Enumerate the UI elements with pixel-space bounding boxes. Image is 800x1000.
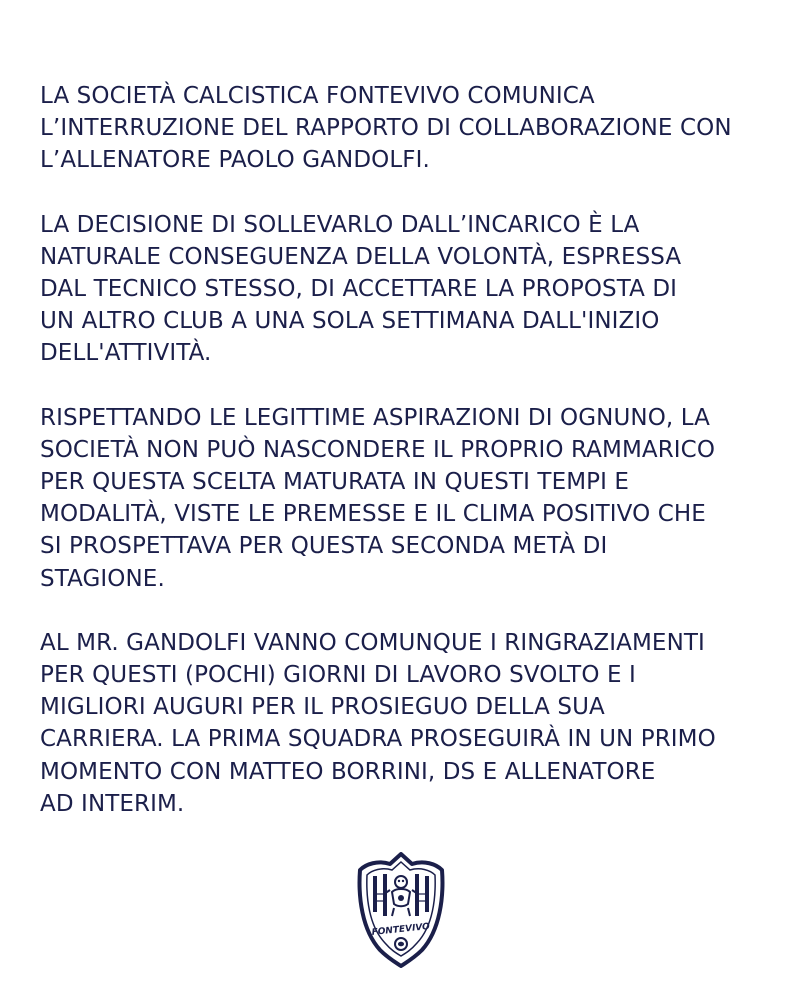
- text-line: LA SOCIETÀ CALCISTICA FONTEVIVO COMUNICA: [40, 83, 595, 109]
- announcement-text: [40, 80, 770, 852]
- text-line: UN ALTRO CLUB A UNA SOLA SETTIMANA DALL'INIZIO: [40, 308, 660, 335]
- svg-text:FONTEVIVO: FONTEVIVO: [371, 921, 431, 939]
- paragraph-3: [40, 402, 770, 595]
- text-line: NATURALE CONSEGUENZA DELLA VOLONTÀ, ESPRESSA: [40, 243, 682, 270]
- text-line: RISPETTANDO LE LEGITTIME ASPIRAZIONI DI OGNUNO, LA: [40, 404, 711, 431]
- text-line: AD INTERIM.: [40, 790, 185, 817]
- text-line: DAL TECNICO STESSO, DI ACCETTARE LA PROPOSTA DI: [40, 276, 678, 303]
- paragraph-2: [40, 209, 770, 370]
- text-line: PER QUESTI (POCHI) GIORNI DI LAVORO SVOLTO E I: [40, 662, 636, 689]
- text-line: DELL'ATTIVITÀ.: [40, 340, 212, 367]
- text-line: LA DECISIONE DI SOLLEVARLO DALL’INCARICO È LA: [40, 211, 640, 238]
- text-line: L’ALLENATORE PAOLO GANDOLFI.: [40, 147, 430, 174]
- text-line: AL MR. GANDOLFI VANNO COMUNQUE I RINGRAZIAMENTI: [40, 629, 705, 656]
- text-line: STAGIONE.: [40, 565, 165, 592]
- text-line: MOMENTO CON MATTEO BORRINI, DS E ALLENATORE: [40, 758, 656, 785]
- text-line: SOCIETÀ NON PUÒ NASCONDERE IL PROPRIO RAMMARICO: [40, 436, 716, 463]
- text-line: MIGLIORI AUGURI PER IL PROSIEGUO DELLA SUA: [40, 694, 605, 721]
- text-line: CARRIERA. LA PRIMA SQUADRA PROSEGUIRÀ IN UN PRIMO: [40, 726, 716, 753]
- text-line: L’INTERRUZIONE DEL RAPPORTO DI COLLABORAZIONE CON: [40, 115, 732, 142]
- club-crest-icon: [356, 852, 446, 968]
- text-line: PER QUESTA SCELTA MATURATA IN QUESTI TEMPI E: [40, 469, 630, 496]
- paragraph-1: [40, 80, 770, 177]
- text-line: SI PROSPETTAVA PER QUESTA SECONDA METÀ DI: [40, 533, 608, 560]
- paragraph-4: [40, 627, 770, 820]
- text-line: MODALITÀ, VISTE LE PREMESSE E IL CLIMA POSITIVO CHE: [40, 501, 706, 528]
